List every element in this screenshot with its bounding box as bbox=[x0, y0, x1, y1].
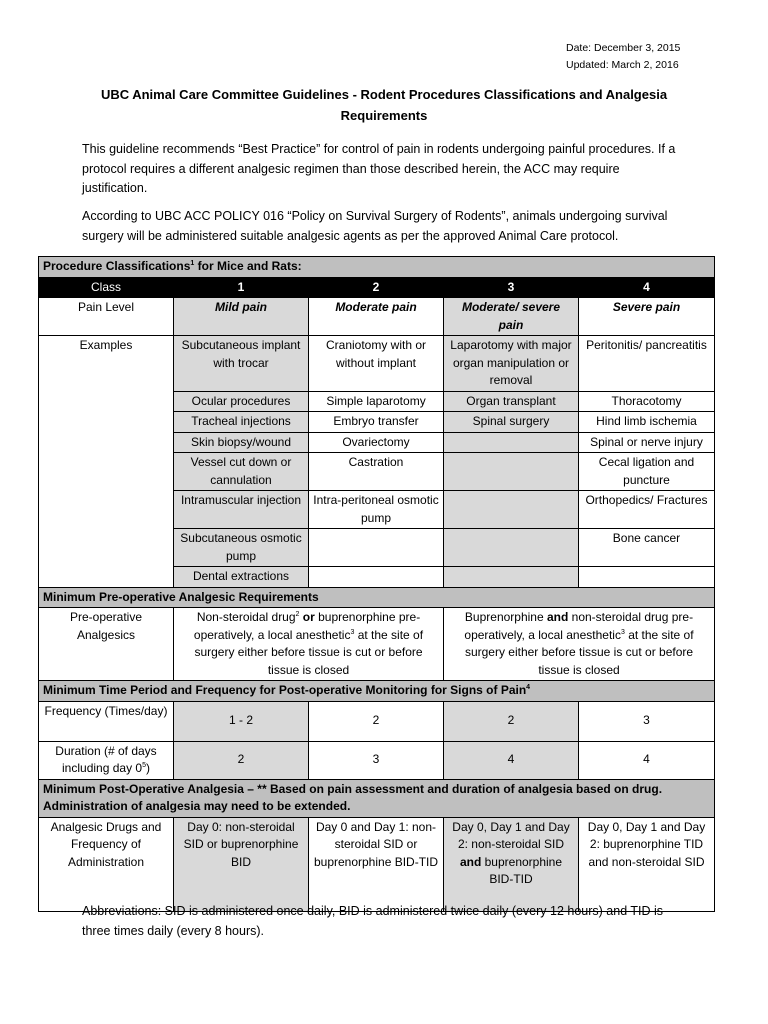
duration-value: 2 bbox=[174, 741, 309, 779]
intro-paragraph-1: This guideline recommends “Best Practice” for control of pain in rodents undergoing painful procedures. If a protocol requires a different analgesic regimen than those described herein, the ACC may require justification. bbox=[82, 142, 676, 195]
class-2: 2 bbox=[309, 277, 444, 298]
example-cell: Castration bbox=[309, 453, 444, 491]
preop-moderate-severe: Buprenorphine and non-steroidal drug pre-operatively, a local anesthetic$^3$ at the site of surgery either before tissue is cut or before tissue is closed bbox=[444, 608, 715, 681]
postop-class-4: Day 0, Day 1 and Day 2: buprenorphine TID and non-steroidal SID bbox=[579, 817, 715, 911]
duration-value: 4 bbox=[444, 741, 579, 779]
class-label: Class bbox=[39, 277, 174, 298]
example-cell bbox=[309, 529, 444, 567]
example-cell: Thoracotomy bbox=[579, 391, 715, 412]
pain-level-label: Pain Level bbox=[39, 298, 174, 336]
example-cell: Simple laparotomy bbox=[309, 391, 444, 412]
frequency-value: 3 bbox=[579, 701, 715, 741]
preop-row bbox=[39, 608, 715, 681]
section-monitoring bbox=[39, 681, 715, 702]
example-cell: Dental extractions bbox=[174, 567, 309, 588]
frequency-value: 2 bbox=[309, 701, 444, 741]
document-dates bbox=[566, 40, 686, 74]
date-line: Date: December 3, 2015 bbox=[566, 42, 681, 54]
duration-label: Duration (# of days including day $0^5$) bbox=[39, 741, 174, 779]
example-cell: Embryo transfer bbox=[309, 412, 444, 433]
example-cell: Subcutaneous osmotic pump bbox=[174, 529, 309, 567]
example-cell: Cecal ligation and puncture bbox=[579, 453, 715, 491]
example-cell: Subcutaneous implant with trocar bbox=[174, 336, 309, 392]
examples-row bbox=[39, 336, 715, 392]
example-cell: Tracheal injections bbox=[174, 412, 309, 433]
pain-level-3: Moderate/ severe pain bbox=[444, 298, 579, 336]
example-cell: Ovariectomy bbox=[309, 432, 444, 453]
example-cell bbox=[579, 567, 715, 588]
pain-level-2: Moderate pain bbox=[309, 298, 444, 336]
postop-class-2: Day 0 and Day 1: non-steroidal SID or buprenorphine BID-TID bbox=[309, 817, 444, 911]
class-4: 4 bbox=[579, 277, 715, 298]
example-cell: Peritonitis/ pancreatitis bbox=[579, 336, 715, 392]
example-cell bbox=[444, 567, 579, 588]
pain-level-4: Severe pain bbox=[579, 298, 715, 336]
preop-label: Pre-operative Analgesics bbox=[39, 608, 174, 681]
section-procedure-classifications bbox=[39, 257, 715, 278]
duration-value: 4 bbox=[579, 741, 715, 779]
example-cell: Orthopedics/ Fractures bbox=[579, 491, 715, 529]
class-header-row bbox=[39, 277, 715, 298]
example-cell: Spinal surgery bbox=[444, 412, 579, 433]
example-cell bbox=[444, 491, 579, 529]
example-cell bbox=[444, 453, 579, 491]
example-cell: Intramuscular injection bbox=[174, 491, 309, 529]
postop-label: Analgesic Drugs and Frequency of Administration bbox=[39, 817, 174, 911]
section-preop-requirements bbox=[39, 587, 715, 608]
example-cell: Bone cancer bbox=[579, 529, 715, 567]
class-1: 1 bbox=[174, 277, 309, 298]
example-cell bbox=[309, 567, 444, 588]
example-cell: Intra-peritoneal osmotic pump bbox=[309, 491, 444, 529]
example-cell: Skin biopsy/wound bbox=[174, 432, 309, 453]
section-heading: Minimum Time Period and Frequency for Post-operative Monitoring for Signs of Pain$^4$ bbox=[39, 681, 715, 702]
example-cell: Organ transplant bbox=[444, 391, 579, 412]
duration-value: 3 bbox=[309, 741, 444, 779]
intro-paragraph-2: According to UBC ACC POLICY 016 “Policy on Survival Surgery of Rodents”, animals undergoing survival surgery will be administered suitable analgesic agents as per the approved Animal Care protocol. bbox=[82, 209, 668, 243]
examples-label: Examples bbox=[39, 336, 174, 588]
classification-table bbox=[38, 256, 715, 912]
frequency-label: Frequency (Times/day) bbox=[39, 701, 174, 741]
duration-row bbox=[39, 741, 715, 779]
postop-class-3: Day 0, Day 1 and Day 2: non-steroidal SID and buprenorphine BID-TID bbox=[444, 817, 579, 911]
section-heading: Minimum Pre-operative Analgesic Requirements bbox=[39, 587, 715, 608]
class-3: 3 bbox=[444, 277, 579, 298]
postop-row bbox=[39, 817, 715, 911]
pain-level-1: Mild pain bbox=[174, 298, 309, 336]
example-cell: Spinal or nerve injury bbox=[579, 432, 715, 453]
example-cell: Vessel cut down or cannulation bbox=[174, 453, 309, 491]
frequency-value: 2 bbox=[444, 701, 579, 741]
example-cell bbox=[444, 529, 579, 567]
example-cell: Laparotomy with major organ manipulation or removal bbox=[444, 336, 579, 392]
section-heading: Procedure Classifications$^1$ for Mice and Rats: bbox=[39, 257, 715, 278]
example-cell: Craniotomy with or without implant bbox=[309, 336, 444, 392]
frequency-value: 1 - 2 bbox=[174, 701, 309, 741]
postop-class-1: Day 0: non-steroidal SID or buprenorphine BID bbox=[174, 817, 309, 911]
pain-level-row bbox=[39, 298, 715, 336]
example-cell: Ocular procedures bbox=[174, 391, 309, 412]
document-title: UBC Animal Care Committee Guidelines - Rodent Procedures Classifications and Analgesia Requirements bbox=[100, 87, 668, 123]
frequency-row bbox=[39, 701, 715, 741]
abbreviations-note: Abbreviations: SID is administered once daily, BID is administered twice daily (every 12 hours) and TID is three times daily (every 8 hours). bbox=[82, 904, 664, 938]
updated-line: Updated: March 2, 2016 bbox=[566, 59, 679, 71]
section-postop-analgesia bbox=[39, 779, 715, 817]
example-cell: Hind limb ischemia bbox=[579, 412, 715, 433]
example-cell bbox=[444, 432, 579, 453]
section-heading: Minimum Post-Operative Analgesia – ** Based on pain assessment and duration of analgesia based on drug. Administration of analgesia may need to be extended. bbox=[39, 779, 715, 817]
preop-mild-moderate: Non-steroidal drug$^2$ or buprenorphine pre-operatively, a local anesthetic$^3$ at the site of surgery either before tissue is cut or before tissue is closed bbox=[174, 608, 444, 681]
